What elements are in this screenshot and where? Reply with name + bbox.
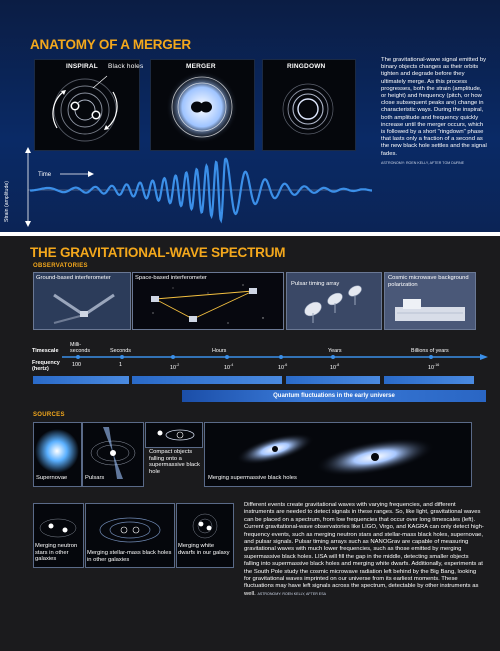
frequency-tick-0 (72, 362, 81, 368)
spectrum-description (244, 502, 484, 598)
timescale-seconds: Seconds (110, 348, 131, 354)
source-label-white-dwarfs: Merging white dwarfs in our galaxy (178, 543, 230, 556)
merger-panel (150, 59, 255, 151)
gravitational-waveform (30, 159, 372, 220)
source-label-merging-smbh: Merging supermassive black holes (208, 475, 297, 481)
observatories-heading: OBSERVATORIES (33, 263, 88, 269)
frequency-tick-6-base: 10 (428, 364, 434, 371)
frequency-tick-3 (224, 362, 233, 371)
spectrum-title: THE GRAVITATIONAL-WAVE SPECTRUM (30, 245, 286, 260)
compact-object-icon (146, 423, 202, 447)
merger-credit: ASTRONOMY: ROEN KELLY, AFTER TOM DURNE (381, 160, 465, 165)
frequency-label: Frequency (hertz) (32, 360, 60, 372)
range-bar-space (132, 376, 282, 384)
phase-label-inspiral: INSPIRAL (66, 63, 98, 70)
quantum-fluctuations-label: Quantum fluctuations in the early universe (273, 393, 395, 399)
inspiral-panel (34, 59, 140, 151)
axis-tick-dot-3 (225, 355, 229, 359)
timescale-label: Timescale (32, 348, 59, 354)
phase-label-merger: MERGER (186, 63, 216, 70)
axis-tick-dot-2 (171, 355, 175, 359)
observatory-label-cmb: Cosmic microwave background polarization (388, 275, 469, 288)
ringdown-illustration (263, 60, 355, 150)
waveform-chart (0, 145, 380, 230)
axis-tick-dot-1 (120, 355, 124, 359)
timescale-billions-years: Billions of years (411, 348, 449, 354)
frequency-tick-4 (278, 362, 287, 371)
axis-tick-dot-4 (279, 355, 283, 359)
timescale-years: Years (328, 348, 342, 354)
range-bar-pulsar (286, 376, 380, 384)
observatory-label-pulsar: Pulsar timing array (291, 281, 340, 287)
black-holes-label: Black holes (108, 63, 144, 70)
strain-label: Strain (amplitude) (4, 181, 10, 222)
frequency-tick-3-exp: -4 (230, 363, 234, 367)
frequency-tick-1-base: 1 (119, 362, 122, 368)
merger-illustration (151, 60, 254, 150)
ringdown-panel (262, 59, 356, 151)
white-dwarfs-icon (177, 504, 233, 567)
sources-heading: SOURCES (33, 412, 65, 418)
source-label-compact-objects: Compact objects falling onto a supermassive black hole (149, 449, 200, 475)
axis-tick-dot-6 (429, 355, 433, 359)
merger-explanation-text: The gravitational-wave signal emitted by binary objects changes as their orbits tighten and degrade before they ultimately merge. As this process progresses, both the strain (amplitude, or height) and frequency (pitch, or how close subsequent peaks are) change in characteristic ways. During the inspiral, both amplitude and frequency quickly increase until the merger occurs, which is followed by a short "ringdown" phase that lasts only a fraction of a second as the new black hole settles and the signal fades. (381, 57, 487, 157)
observatory-label-space: Space-based interferometer (135, 275, 207, 281)
range-bar-cmb (384, 376, 474, 384)
source-label-supernovae: Supernovae (36, 475, 68, 481)
phase-label-ringdown: RINGDOWN (287, 63, 326, 70)
source-compact-objects (145, 422, 203, 448)
spectrum-credit: ASTRONOMY: ROEN KELLY, AFTER ESA (257, 591, 327, 596)
frequency-tick-4-exp: -6 (284, 363, 288, 367)
spectrum-axis-arrow (480, 354, 488, 360)
frequency-tick-5 (330, 362, 339, 371)
frequency-tick-2 (170, 362, 179, 371)
source-label-neutron-stars: Merging neutron stars in other galaxies (35, 543, 78, 563)
frequency-tick-3-base: 10 (224, 364, 230, 371)
observatory-label-ground: Ground-based interferometer (36, 275, 111, 281)
frequency-tick-6-exp: -16 (434, 363, 440, 367)
frequency-tick-2-base: 10 (170, 364, 176, 371)
frequency-tick-5-base: 10 (330, 364, 336, 371)
frequency-tick-4-base: 10 (278, 364, 284, 371)
timescale-milliseconds: Milli-seconds (70, 342, 91, 354)
frequency-tick-2-exp: -2 (176, 363, 180, 367)
frequency-tick-5-exp: -8 (336, 363, 340, 367)
time-label: Time (38, 172, 52, 178)
axis-tick-dot-0 (76, 355, 80, 359)
timescale-hours: Hours (212, 348, 227, 354)
source-merging-white-dwarfs (176, 503, 234, 568)
source-label-pulsars: Pulsars (85, 475, 105, 481)
merger-title: ANATOMY OF A MERGER (30, 37, 191, 52)
frequency-tick-6 (428, 362, 439, 371)
spectrum-axis (60, 354, 490, 366)
frequency-tick-0-base: 100 (72, 362, 81, 368)
range-bar-ground (33, 376, 129, 384)
merger-explanation (381, 57, 487, 167)
spectrum-description-text: Different events create gravitational waves with varying frequencies, and different instruments are needed to detect signals in these ranges. So, like light, gravitational waves can be placed on a spectrum, from low frequencies that occur over long timescales (left). Current gravitational-wave observatories like LIGO, Virgo, and KAGRA can only detect high-frequency events, such as merging neutron stars and stellar-mass black holes, supernovae, and pulsar signals. Pulsar timing arrays such as NANOGrav are capable of measuring gravitational waves with much lower frequencies, such as those emitted by merging supermassive black holes. LISA will fill the gap in the middle, detecting smaller objects falling into supermassive black holes and merging white dwarfs. Additionally, experiments at the South Pole study the cosmic microwave radiation left behind by the Big Bang, looking for gravitational waves imprinted on our universe from its earliest moments. These fluctuations may have left signals across the spectrum, detectable by other instruments as well. (244, 502, 484, 597)
inspiral-illustration (35, 60, 139, 150)
source-label-stellar-bh: Merging stellar-mass black holes in other galaxies (87, 550, 172, 563)
axis-tick-dot-5 (331, 355, 335, 359)
frequency-tick-1 (119, 362, 122, 368)
